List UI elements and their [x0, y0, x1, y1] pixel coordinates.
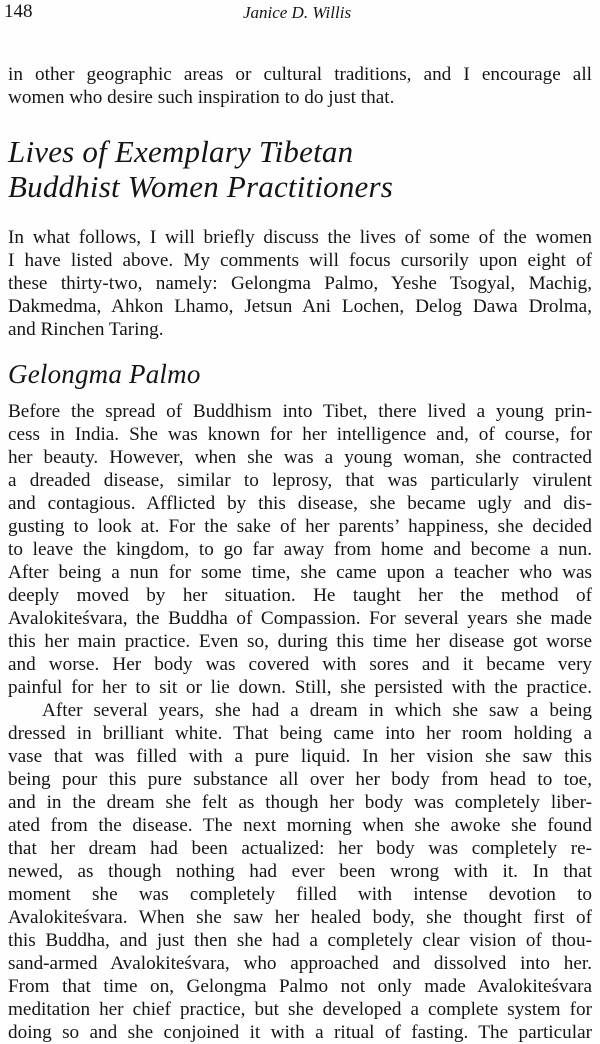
text-line: sand-armed Avalokiteśvara, who approached and dissolved into her. — [8, 953, 592, 974]
body-paragraph-2 — [8, 699, 592, 1044]
subsection-heading-text: Gelongma Palmo — [8, 359, 201, 389]
text-line: a dreaded disease, similar to leprosy, that was particularly virulent — [8, 470, 592, 491]
body-paragraph-1 — [8, 400, 592, 699]
text-line: dressed in brilliant white. That being came into her room holding a — [8, 723, 592, 744]
section-intro-paragraph — [8, 226, 592, 341]
section-heading-line: Buddhist Women Practitioners — [8, 169, 394, 204]
page-number: 148 — [4, 1, 33, 22]
text-line: this her main practice. Even so, during this time her disease got worse — [8, 631, 592, 652]
text-line: meditation her chief practice, but she developed a complete system for — [8, 999, 592, 1020]
text-line: this Buddha, and just then she had a completely clear vision of thou- — [8, 930, 592, 951]
text-line: to leave the kingdom, to go far away from home and become a nun. — [8, 539, 592, 560]
text-line: and Rinchen Taring. — [8, 319, 164, 340]
text-line: in other geographic areas or cultural traditions, and I encourage all — [8, 64, 592, 85]
text-line: doing so and she conjoined it with a ritual of fasting. The particular — [8, 1022, 592, 1043]
text-line: vase that was filled with a pure liquid. In her vision she saw this — [8, 746, 592, 767]
section-heading-line: Lives of Exemplary Tibetan — [8, 134, 354, 169]
text-line: and in the dream she felt as though her body was completely liber- — [8, 792, 592, 813]
text-line: deeply moved by her situation. He taught her the method of — [8, 585, 592, 606]
running-head-author: Janice D. Willis — [242, 3, 352, 22]
text-line: these thirty-two, namely: Gelongma Palmo, Yeshe Tsogyal, Machig, — [8, 273, 592, 294]
text-line: cess in India. She was known for her intelligence and, of course, for — [8, 424, 592, 445]
text-line: and worse. Her body was covered with sores and it became very — [8, 654, 592, 675]
running-head — [0, 0, 600, 24]
subsection-heading — [8, 359, 592, 389]
section-heading — [8, 134, 592, 204]
text-line: ated from the disease. The next morning when she awoke she found — [8, 815, 592, 836]
text-line: Dakmedma, Ahkon Lhamo, Jetsun Ani Lochen, Delog Dawa Drolma, — [8, 296, 592, 317]
text-line: From that time on, Gelongma Palmo not only made Avalokiteśvara — [8, 976, 592, 997]
text-line: Avalokiteśvara. When she saw her healed body, she thought first of — [8, 907, 592, 928]
text-line: being pour this pure substance all over her body from head to toe, — [8, 769, 592, 790]
text-line: In what follows, I will briefly discuss the lives of some of the women — [8, 227, 592, 248]
text-line: moment she was completely filled with intense devotion to — [8, 884, 592, 905]
text-line: After being a nun for some time, she came upon a teacher who was — [8, 562, 592, 583]
text-line: gusting to look at. For the sake of her parents’ happiness, she decided — [8, 516, 592, 537]
text-line: that her dream had been actualized: her body was completely re- — [8, 838, 592, 859]
text-line: newed, as though nothing had ever been wrong with it. In that — [8, 861, 592, 882]
text-line: Avalokiteśvara, the Buddha of Compassion. For several years she made — [8, 608, 592, 629]
intro-fragment-paragraph — [8, 63, 592, 109]
text-line: painful for her to sit or lie down. Still, she persisted with the practice. — [8, 677, 592, 698]
text-line: women who desire such inspiration to do just that. — [8, 87, 395, 108]
text-line: Before the spread of Buddhism into Tibet, there lived a young prin- — [8, 401, 592, 422]
text-line: After several years, she had a dream in which she saw a being — [42, 700, 592, 721]
text-line: I have listed above. My comments will focus cursorily upon eight of — [8, 250, 592, 271]
text-line: her beauty. However, when she was a young woman, she contracted — [8, 447, 592, 468]
text-line: and contagious. Afflicted by this disease, she became ugly and dis- — [8, 493, 592, 514]
